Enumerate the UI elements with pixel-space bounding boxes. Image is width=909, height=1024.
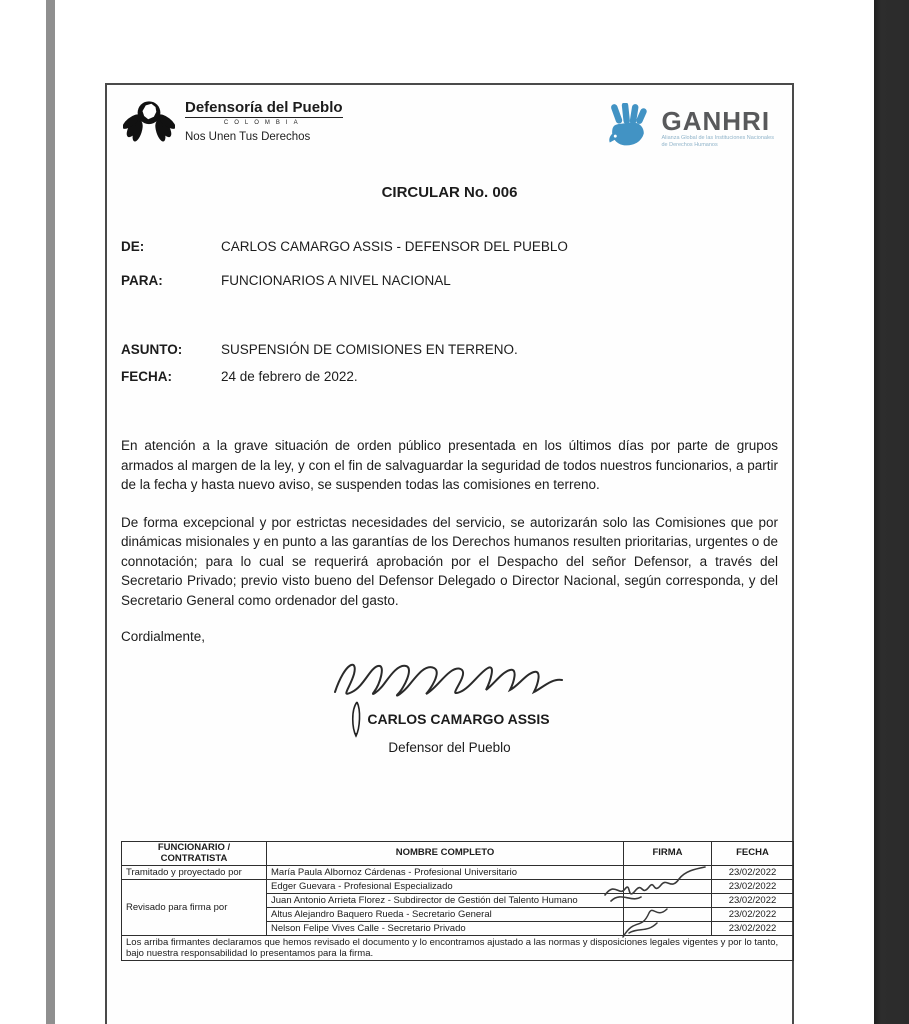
field-asunto-value: SUSPENSIÓN DE COMISIONES EN TERRENO. (221, 342, 518, 357)
approval-header-row (122, 842, 794, 866)
table-note-row (122, 936, 794, 961)
field-fecha (121, 369, 778, 384)
approval-table-wrap (121, 841, 793, 961)
signature-block (121, 652, 778, 755)
table-note: Los arriba firmantes declaramos que hemos revisado el documento y lo encontramos ajustado a las normas y disposiciones legales vigentes y por lo tanto, bajo nuestra responsabilidad lo presentamos para la firma. (122, 936, 794, 961)
col-funcionario: FUNCIONARIO / CONTRATISTA (122, 842, 267, 866)
signature-scribble (330, 652, 570, 704)
ganhri-brand (607, 103, 774, 154)
page-gutter-bar (46, 0, 55, 1024)
ganhri-tagline: Alianza Global de las Instituciones Nacionales de Derechos Humanos (661, 134, 774, 148)
table-row (122, 866, 794, 880)
row3-fecha: 23/02/2022 (712, 894, 794, 908)
field-asunto (121, 342, 778, 357)
closing-line: Cordialmente, (121, 629, 206, 644)
row5-fecha: 23/02/2022 (712, 922, 794, 936)
dark-edge-strip (874, 0, 909, 1024)
document-header (121, 97, 778, 154)
circular-title: CIRCULAR No. 006 (381, 184, 518, 201)
row4-fecha: 23/02/2022 (712, 908, 794, 922)
field-asunto-label: ASUNTO: (121, 342, 183, 357)
row1-role: Tramitado y proyectado por (122, 866, 267, 880)
row4-name: Altus Alejandro Baquero Rueda - Secretario General (267, 908, 624, 922)
row2-name: Edger Guevara - Profesional Especializado (267, 880, 624, 894)
row5-firma (624, 922, 712, 936)
field-para-value: FUNCIONARIOS A NIVEL NACIONAL (221, 273, 451, 288)
approval-table (121, 841, 794, 961)
field-de-label: DE: (121, 239, 145, 254)
defensoria-brand (123, 97, 343, 148)
row1-name: María Paula Albornoz Cárdenas - Profesional Universitario (267, 866, 624, 880)
signer-title: Defensor del Pueblo (388, 740, 511, 755)
col-firma: FIRMA (624, 842, 712, 866)
row1-firma (624, 866, 712, 880)
row2-firma (624, 880, 712, 894)
defensoria-title: Defensoría del Pueblo (185, 99, 343, 116)
row3-name: Juan Antonio Arrieta Florez - Subdirector de Gestión del Talento Humano (267, 894, 624, 908)
ganhri-text (661, 105, 774, 149)
paragraph-2: De forma excepcional y por estrictas necesidades del servicio, se autorizarán solo las Comisiones que por dinámicas misionales y en punto a las garantías de los Derechos humanos resulten prioritarias, urgentes o de connotación; para lo cual se requerirá aprobación por el Despacho del señor Defensor, a través del Secretario Privado; previo visto bueno del Defensor Delegado o Director Nacional, según corresponda, y del Secretario General como ordenador del gasto. (121, 514, 778, 608)
ganhri-name: GANHRI (661, 105, 771, 136)
paraph-icon (349, 700, 363, 738)
signer-name: CARLOS CAMARGO ASSIS (367, 711, 550, 727)
defensoria-subtitle: COLOMBIA (223, 120, 304, 126)
field-de (121, 239, 778, 254)
col-fecha: FECHA (712, 842, 794, 866)
table-row (122, 880, 794, 894)
field-fecha-label: FECHA: (121, 369, 172, 384)
row4-firma (624, 908, 712, 922)
ganhri-hand-icon (607, 103, 653, 154)
row1-fecha: 23/02/2022 (712, 866, 794, 880)
paragraph-1: En atención a la grave situación de orden público presentada en los últimos días por parte de grupos armados al margen de la ley, y con el fin de salvaguardar la seguridad de todos nuestros funcionarios, a partir de la fecha y hasta nuevo aviso, se suspenden todas las comisiones en terreno. (121, 438, 778, 492)
defensoria-tagline: Nos Unen Tus Derechos (185, 131, 311, 143)
signer-name-row (121, 700, 778, 738)
document-frame (105, 83, 794, 1024)
field-list (121, 239, 778, 384)
field-fecha-value: 24 de febrero de 2022. (221, 369, 358, 384)
field-de-value: CARLOS CAMARGO ASSIS - DEFENSOR DEL PUEBLO (221, 239, 568, 254)
defensoria-emblem-icon (123, 97, 175, 148)
rows2-5-role: Revisado para firma por (122, 880, 267, 936)
field-para-label: PARA: (121, 273, 163, 288)
field-para (121, 273, 778, 288)
row5-name: Nelson Felipe Vives Calle - Secretario Privado (267, 922, 624, 936)
defensoria-text (185, 97, 343, 143)
row2-fecha: 23/02/2022 (712, 880, 794, 894)
row3-firma (624, 894, 712, 908)
col-nombre: NOMBRE COMPLETO (267, 842, 624, 866)
